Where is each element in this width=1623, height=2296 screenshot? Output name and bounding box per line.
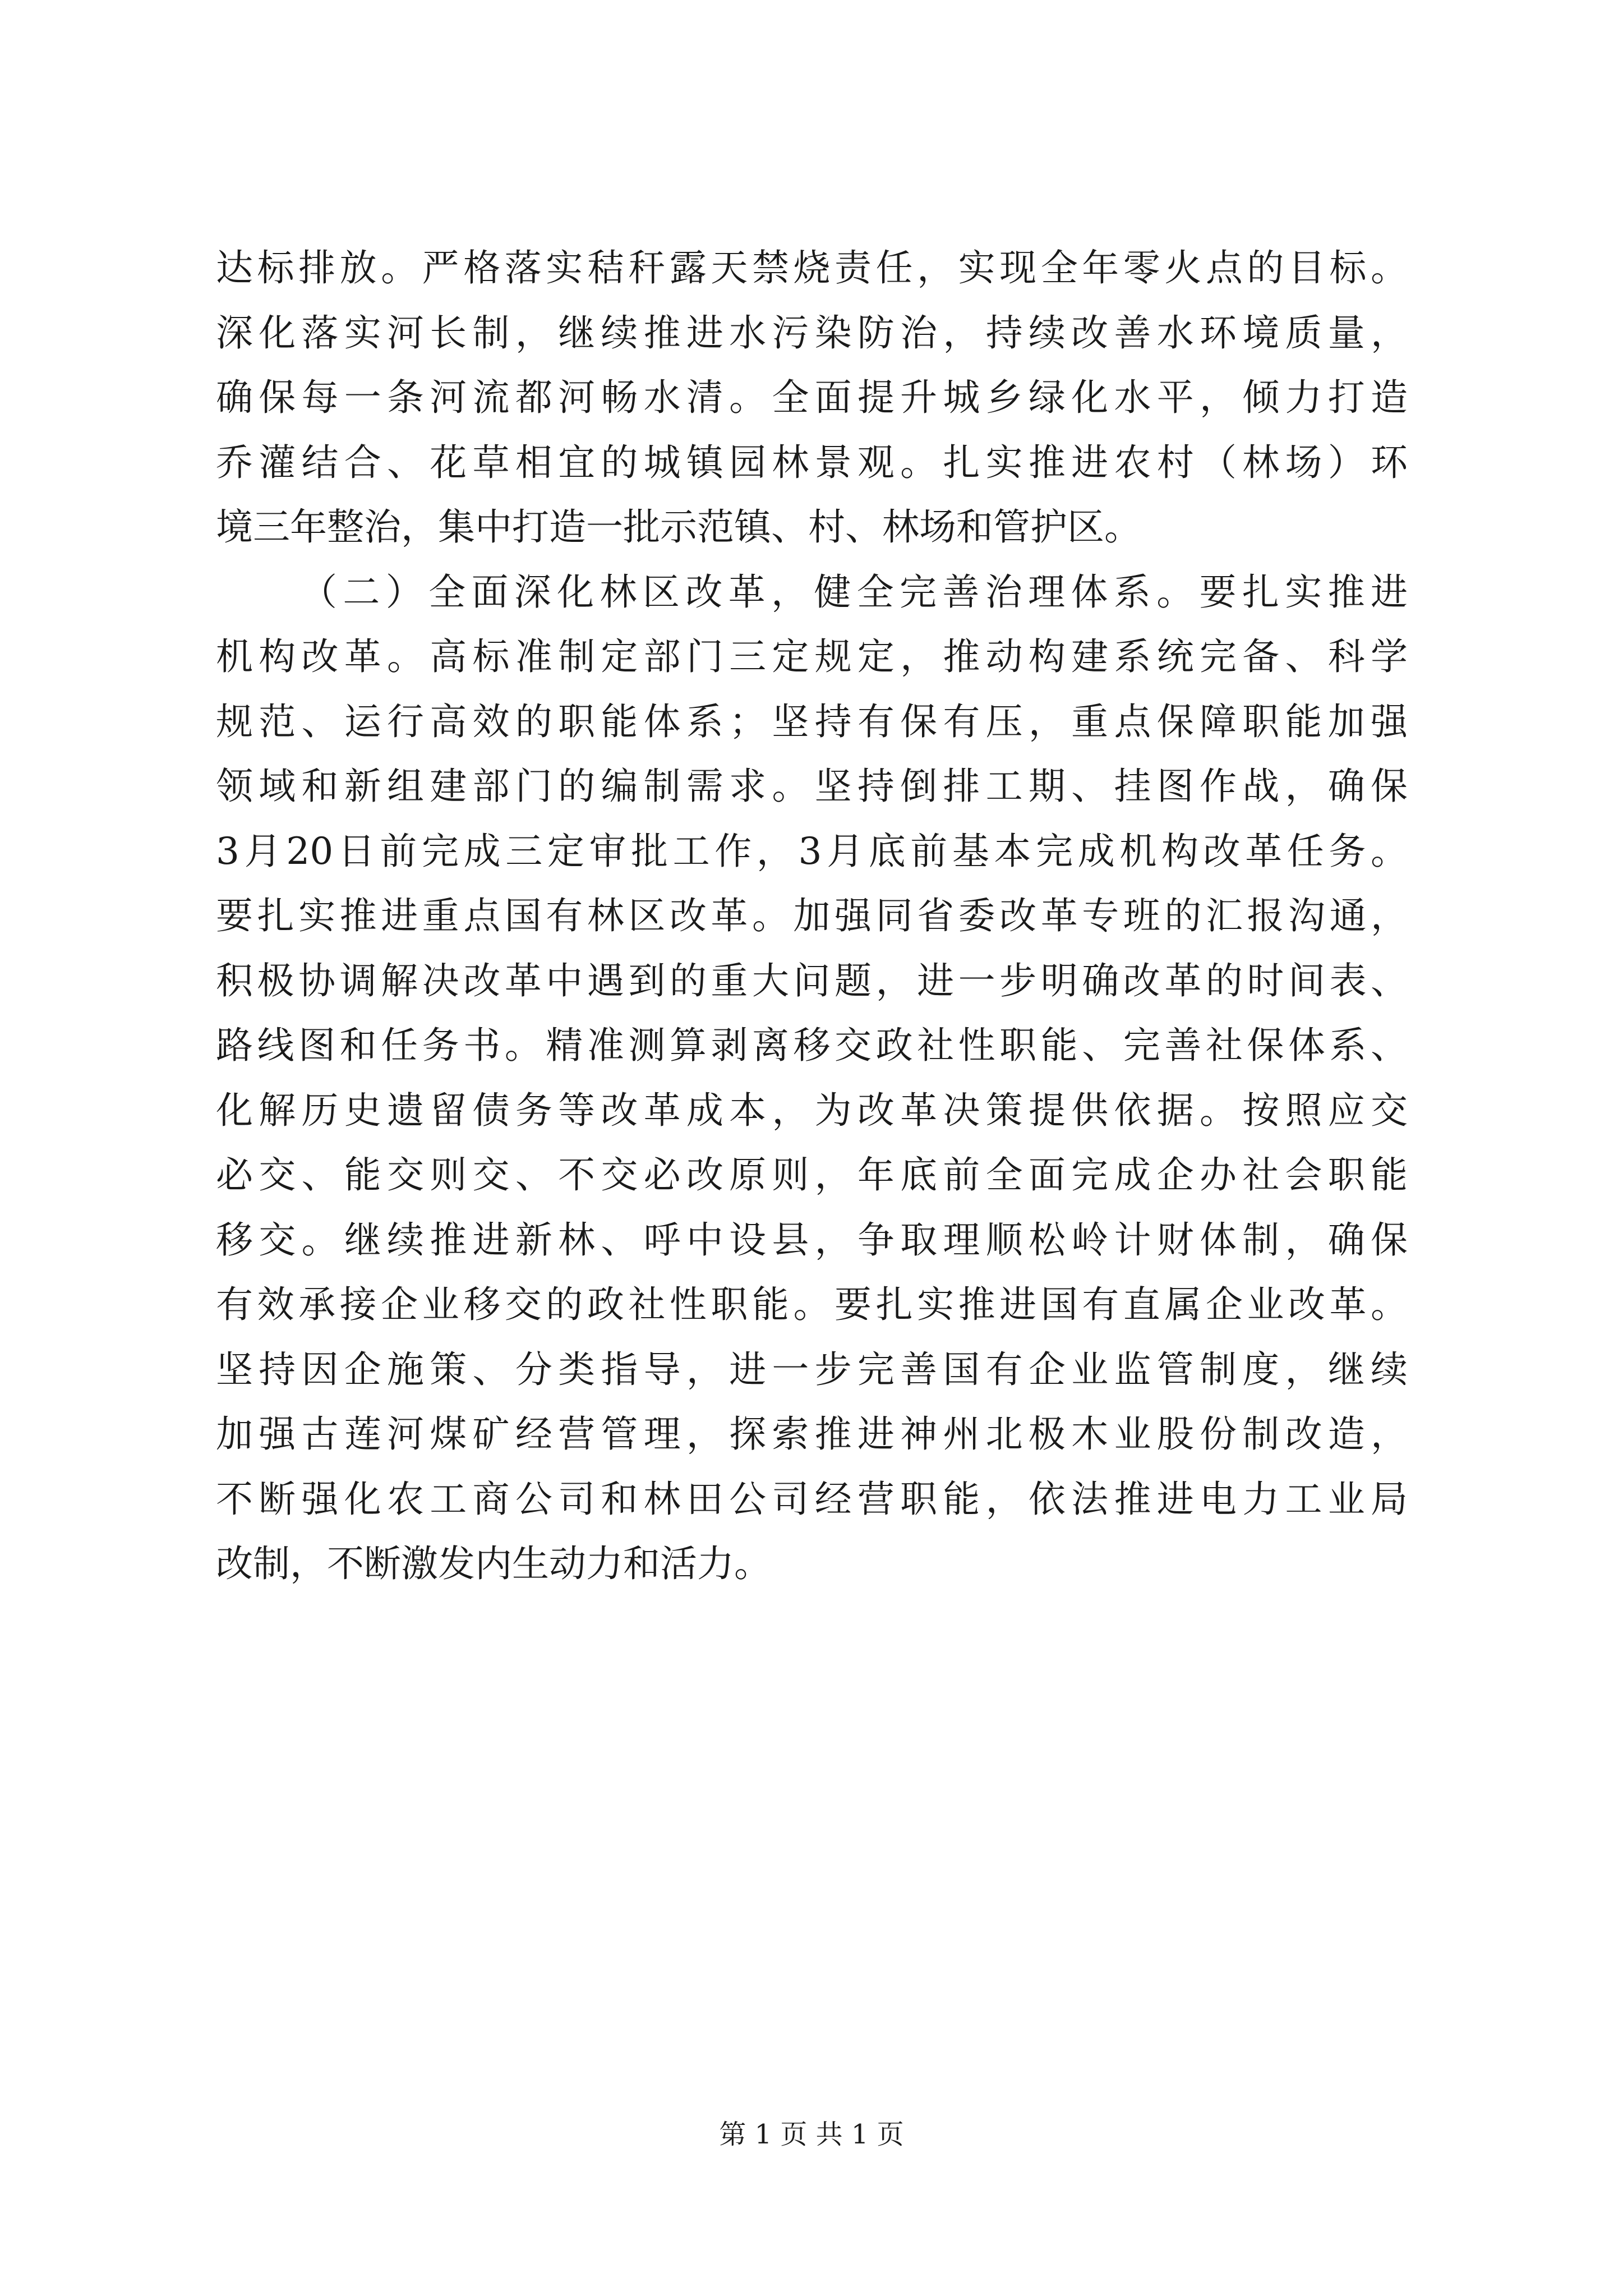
text-line: 确保每一条河流都河畅水清。全面提升城乡绿化水平，倾力打造: [216, 376, 1408, 419]
text-line: 移交。继续推进新林、呼中设县，争取理顺松岭计财体制，确保: [216, 1218, 1408, 1262]
text-line: 路线图和任务书。精准测算剥离移交政社性职能、完善社保体系、: [216, 1024, 1408, 1067]
text-line: 深化落实河长制，继续推进水污染防治，持续改善水环境质量，: [216, 311, 1408, 355]
text-line: 要扎实推进重点国有林区改革。加强同省委改革专班的汇报沟通，: [216, 894, 1408, 937]
section-heading-line: （二）全面深化林区改革，健全完善治理体系。要扎实推进: [300, 570, 1408, 614]
text-line: 机构改革。高标准制定部门三定规定，推动构建系统完备、科学: [216, 635, 1408, 678]
text-line: 有效承接企业移交的政社性职能。要扎实推进国有直属企业改革。: [216, 1283, 1408, 1326]
text-line: 规范、运行高效的职能体系；坚持有保有压，重点保障职能加强: [216, 700, 1408, 743]
body-text: [216, 236, 1408, 1596]
text-line: 改制，不断激发内生动力和活力。: [216, 1542, 771, 1585]
text-line: 不断强化农工商公司和林田公司经营职能，依法推进电力工业局: [216, 1477, 1408, 1521]
text-line: 坚持因企施策、分类指导，进一步完善国有企业监管制度，继续: [216, 1347, 1408, 1391]
text-line: 乔灌结合、花草相宜的城镇园林景观。扎实推进农村（林场）环: [216, 440, 1408, 484]
text-line: 达标排放。严格落实秸秆露天禁烧责任，实现全年零火点的目标。: [216, 246, 1408, 289]
page-number-footer: 第 1 页 共 1 页: [719, 2119, 904, 2150]
text-line: 积极协调解决改革中遇到的重大问题，进一步明确改革的时间表、: [216, 959, 1408, 1002]
text-line: 加强古莲河煤矿经营管理，探索推进神州北极木业股份制改造，: [216, 1412, 1408, 1456]
text-line: 领域和新组建部门的编制需求。坚持倒排工期、挂图作战，确保: [216, 765, 1408, 808]
text-line: 境三年整治，集中打造一批示范镇、村、林场和管护区。: [216, 505, 1141, 549]
text-line: 3月20日前完成三定审批工作，3月底前基本完成机构改革任务。: [216, 829, 1408, 873]
text-line: 化解历史遗留债务等改革成本，为改革决策提供依据。按照应交: [216, 1088, 1408, 1132]
text-line: 必交、能交则交、不交必改原则，年底前全面完成企办社会职能: [216, 1153, 1408, 1197]
